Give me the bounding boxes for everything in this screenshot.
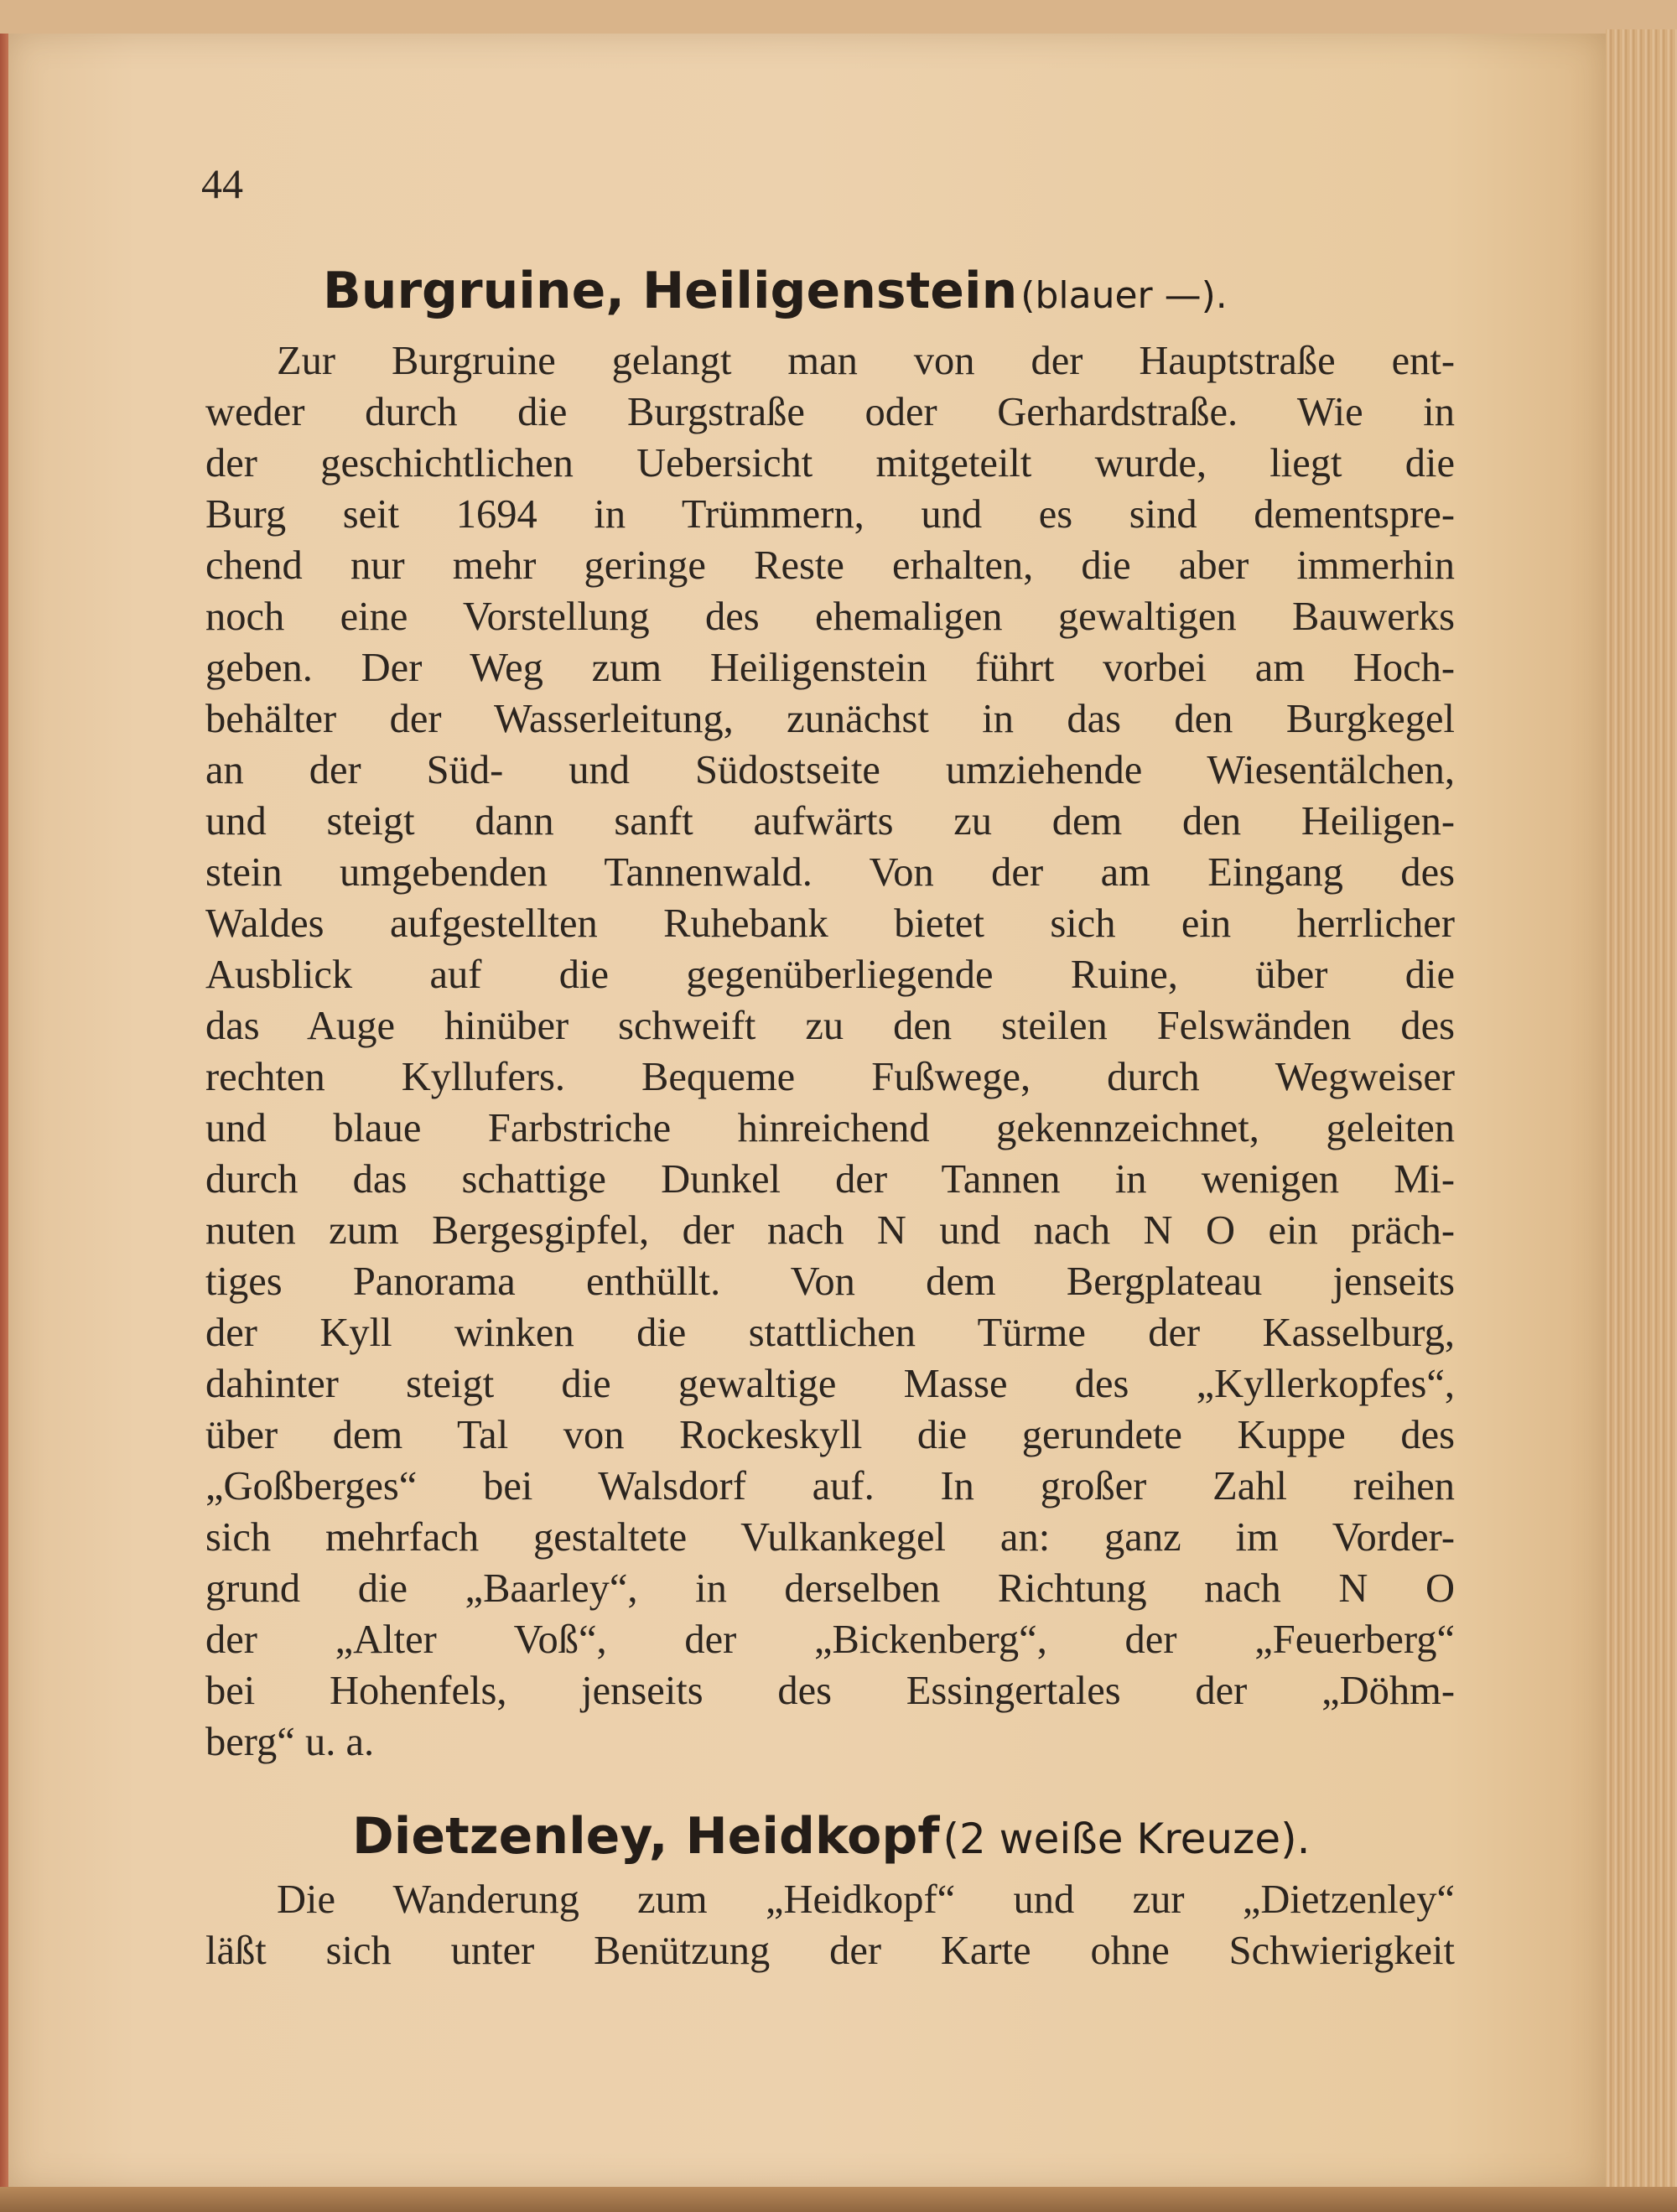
text-line: geben. Der Weg zum Heiligenstein führt vorbei am Hoch- <box>205 646 1455 690</box>
section-body-dietzenley <box>205 1874 1455 1976</box>
section-heading-dietzenley <box>352 1807 1310 1866</box>
text-line: durch das schattige Dunkel der Tannen in wenigen Mi- <box>205 1157 1455 1202</box>
text-line: bei Hohenfels, jenseits des Essingertales der „Döhm- <box>205 1669 1455 1713</box>
section-heading-burgruine <box>323 262 1228 320</box>
text-line: stein umgebenden Tannenwald. Von der am Eingang des <box>205 850 1455 895</box>
page-number: 44 <box>201 160 243 207</box>
text-line: an der Süd- und Südostseite umziehende Wiesentälchen, <box>205 748 1455 792</box>
text-line: rechten Kyllufers. Bequeme Fußwege, durch Wegweiser <box>205 1055 1455 1099</box>
text-line: der geschichtlichen Uebersicht mitgeteilt wurde, liegt die <box>205 441 1455 485</box>
text-line: der „Alter Voß“, der „Bickenberg“, der „Feuerberg“ <box>205 1617 1455 1662</box>
section-body-burgruine <box>205 335 1455 1768</box>
text-line: „Goßberges“ bei Walsdorf auf. In großer Zahl reihen <box>205 1464 1455 1508</box>
text-line: und steigt dann sanft aufwärts zu dem den Heiligen- <box>205 799 1455 844</box>
text-line: das Auge hinüber schweift zu den steilen Felswänden des <box>205 1004 1455 1048</box>
section-title-note: (blauer —). <box>1020 274 1228 317</box>
text-line: Waldes aufgestellten Ruhebank bietet sich ein herrlicher <box>205 901 1455 946</box>
text-line: Zur Burgruine gelangt man von der Hauptstraße ent- <box>277 339 1455 383</box>
text-line: dahinter steigt die gewaltige Masse des „Kyllerkopfes“, <box>205 1362 1455 1406</box>
text-line: Die Wanderung zum „Heidkopf“ und zur „Dietzenley“ <box>277 1877 1455 1922</box>
text-line: über dem Tal von Rockeskyll die gerundete Kuppe des <box>205 1413 1455 1457</box>
text-line: grund die „Baarley“, in derselben Richtung nach N O <box>205 1566 1455 1611</box>
section-title-note: (2 weiße Kreuze). <box>942 1815 1311 1863</box>
text-line: chend nur mehr geringe Reste erhalten, die aber immerhin <box>205 543 1455 588</box>
text-line: Burg seit 1694 in Trümmern, und es sind dementspre- <box>205 492 1455 537</box>
section-title: Dietzenley, Heidkopf <box>352 1807 940 1866</box>
text-line: tiges Panorama enthüllt. Von dem Bergplateau jenseits <box>205 1259 1455 1304</box>
text-line: behälter der Wasserleitung, zunächst in das den Burgkegel <box>205 697 1455 741</box>
text-line: und blaue Farbstriche hinreichend gekennzeichnet, geleiten <box>205 1106 1455 1150</box>
text-line: nuten zum Bergesgipfel, der nach N und nach N O ein präch- <box>205 1208 1455 1253</box>
text-line: weder durch die Burgstraße oder Gerhardstraße. Wie in <box>205 390 1455 434</box>
text-line: berg“ u. a. <box>205 1720 375 1764</box>
book-bottom-edge <box>0 2187 1677 2212</box>
section-title: Burgruine, Heiligenstein <box>323 262 1018 320</box>
text-line: noch eine Vorstellung des ehemaligen gewaltigen Bauwerks <box>205 595 1455 639</box>
text-line: sich mehrfach gestaltete Vulkankegel an: ganz im Vorder- <box>205 1515 1455 1560</box>
text-line: Ausblick auf die gegenüberliegende Ruine, über die <box>205 953 1455 997</box>
text-line: läßt sich unter Benützung der Karte ohne Schwierigkeit <box>205 1929 1455 1973</box>
text-line: der Kyll winken die stattlichen Türme der Kasselburg, <box>205 1311 1455 1355</box>
page-stack-edge <box>1606 29 1677 2193</box>
